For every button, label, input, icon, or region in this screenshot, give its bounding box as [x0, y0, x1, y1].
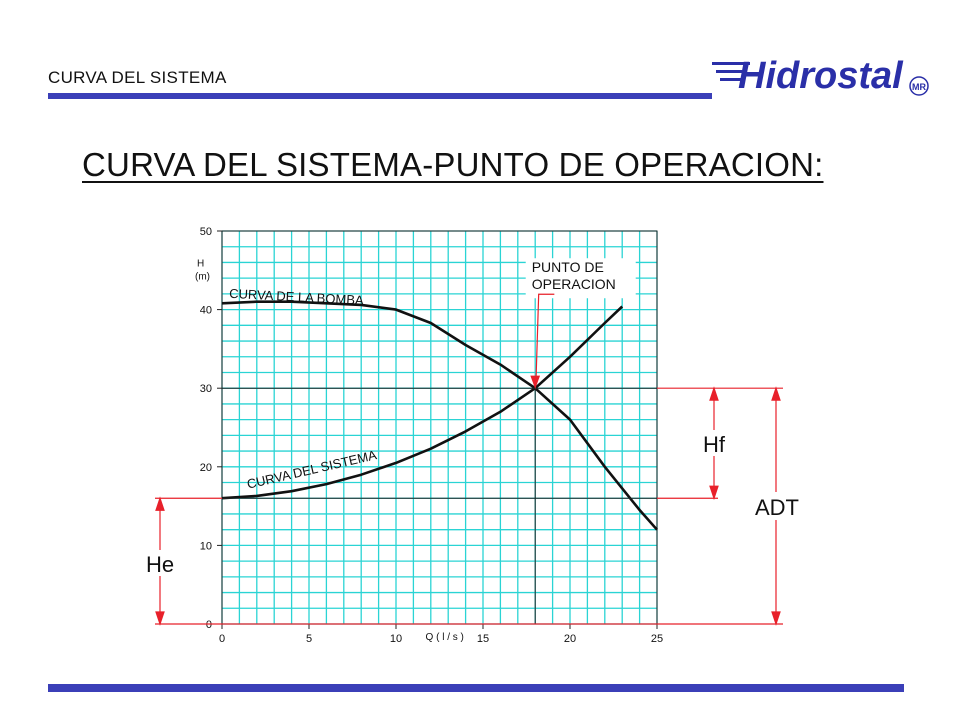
logo-wordmark: Hidrostal: [738, 55, 903, 97]
hf-arrow-head-top: [710, 388, 718, 400]
y-tick-label: 0: [205, 619, 212, 631]
operating-label-line2: OPERACION: [531, 276, 616, 293]
page-title: CURVA DEL SISTEMA-PUNTO DE OPERACION:: [82, 146, 824, 183]
x-axis-label: Q ( l / s ): [425, 632, 464, 643]
hf-label: Hf: [703, 432, 725, 457]
system-curve-label: CURVA DEL SISTEMA: [245, 447, 379, 492]
y-axis-label-unit: (m): [195, 271, 210, 283]
he-arrow-head-top: [156, 498, 164, 510]
operating-label-line1: PUNTO DE: [531, 259, 604, 276]
adt-arrow-head-bottom: [772, 612, 780, 624]
x-tick-label: 10: [389, 633, 403, 645]
x-tick-label: 5: [305, 633, 313, 645]
header-title: CURVA DEL SISTEMA: [48, 68, 227, 87]
y-tick-label: 30: [199, 383, 212, 396]
footer-bar: [48, 684, 904, 692]
y-tick-label: 10: [199, 540, 212, 553]
dimension-annotations: [155, 294, 783, 624]
pump-curve-label: CURVA DE LA BOMBA: [228, 285, 365, 308]
he-arrow-head-bottom: [156, 612, 164, 624]
x-tick-label: 20: [563, 633, 577, 645]
y-tick-label: 40: [199, 304, 212, 317]
x-tick-label: 15: [476, 633, 490, 645]
x-tick-label: 0: [218, 633, 226, 645]
logo-mr-mark: MR: [912, 82, 926, 92]
operating-pointer: [536, 294, 554, 378]
y-axis-label-h: H: [197, 258, 205, 270]
adt-arrow-head-top: [772, 388, 780, 400]
hf-arrow-head-bottom: [710, 486, 718, 498]
y-tick-label: 20: [199, 461, 212, 474]
x-tick-label: 25: [650, 633, 664, 645]
he-label: He: [145, 552, 175, 577]
y-tick-label: 50: [199, 226, 212, 238]
adt-label: ADT: [755, 495, 799, 520]
